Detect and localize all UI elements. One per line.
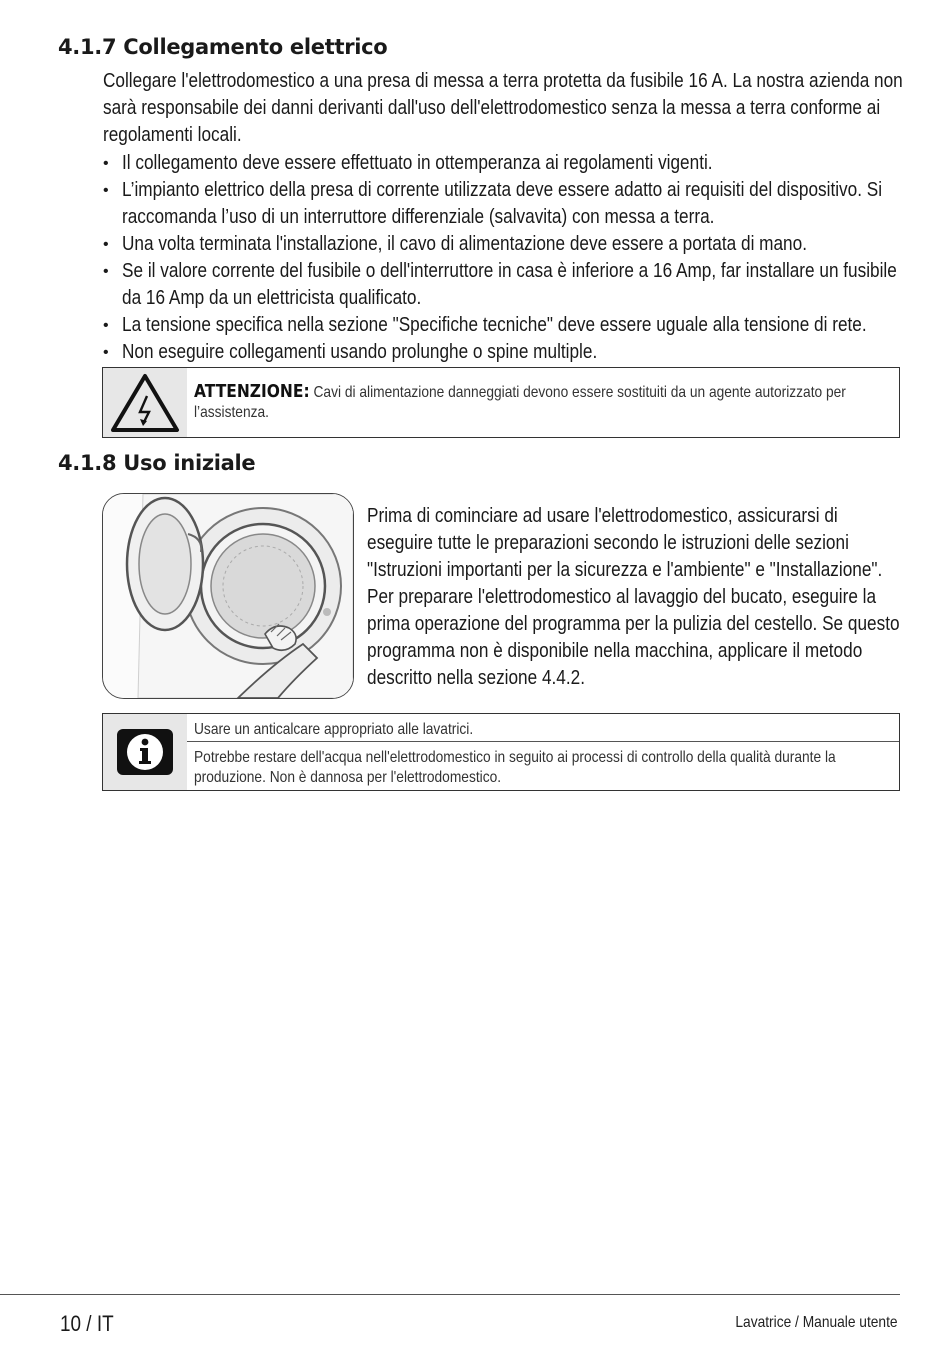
document-title-text: Lavatrice / Manuale utente bbox=[735, 1314, 898, 1331]
list-item bbox=[103, 312, 903, 339]
paragraph-line: Per preparare l'elettrodomestico al lavaggio del bucato, eseguire la bbox=[367, 586, 877, 608]
warning-text bbox=[194, 382, 894, 423]
paragraph-line: descritto nella sezione 4.4.2. bbox=[367, 667, 586, 689]
list-item bbox=[103, 258, 903, 312]
paragraph-line: eseguire tutte le preparazioni secondo le istruzioni delle sezioni bbox=[367, 532, 849, 554]
warning-line: l’assistenza. bbox=[194, 404, 269, 421]
page-number-text: 10 / IT bbox=[60, 1311, 114, 1336]
list-item-text: da 16 Amp da un elettricista qualificato. bbox=[122, 287, 422, 309]
section-title-initial-use: 4.1.8 Uso iniziale bbox=[58, 451, 256, 475]
paragraph-line: programma non è disponibile nella macchina, applicare il metodo bbox=[367, 640, 863, 662]
warning-message: Cavi di alimentazione danneggiati devono essere sostituiti da un agente autorizzato per bbox=[313, 384, 846, 401]
warning-label: ATTENZIONE: bbox=[194, 381, 310, 402]
washing-machine-drum-illustration bbox=[102, 493, 354, 699]
info-divider bbox=[187, 741, 899, 742]
list-item-text: • Non eseguire collegamenti usando prolunghe o spine multiple. bbox=[122, 341, 598, 363]
list-item bbox=[103, 231, 903, 258]
warning-line bbox=[194, 381, 846, 403]
info-icon bbox=[115, 727, 175, 777]
info-icon-cell bbox=[103, 714, 187, 790]
document-title bbox=[709, 1314, 898, 1332]
list-item-text: • Il collegamento deve essere effettuato in ottemperanza ai regolamenti vigenti. bbox=[122, 152, 713, 174]
list-item-text: • Se il valore corrente del fusibile o dell'interruttore in casa è inferiore a 16 Amp, far installare un fusibile bbox=[122, 260, 897, 282]
list-item-text: raccomanda l’uso di un interruttore differenziale (salvavita) con messa a terra. bbox=[122, 206, 715, 228]
warning-icon-cell bbox=[103, 368, 187, 437]
paragraph-line: "Istruzioni importanti per la sicurezza e l'ambiente" e "Installazione". bbox=[367, 559, 883, 581]
section-title-electrical-connection: 4.1.7 Collegamento elettrico bbox=[58, 35, 388, 59]
info-line: Usare un anticalcare appropriato alle lavatrici. bbox=[194, 721, 474, 738]
list-item-text: • Una volta terminata l'installazione, il cavo di alimentazione deve essere a portata di mano. bbox=[122, 233, 807, 255]
info-line: produzione. Non è dannosa per l'elettrodomestico. bbox=[194, 769, 502, 786]
list-item bbox=[103, 339, 903, 366]
intro-line: Collegare l'elettrodomestico a una presa di messa a terra protetta da fusibile 16 A. La nostra azienda non bbox=[103, 70, 903, 92]
info-box bbox=[102, 713, 900, 791]
info-note-residual-water bbox=[194, 748, 893, 788]
list-item bbox=[103, 177, 903, 231]
warning-box bbox=[102, 367, 900, 438]
paragraph-line: Prima di cominciare ad usare l'elettrodomestico, assicurarsi di bbox=[367, 505, 838, 527]
intro-line: sarà responsabile dei danni derivanti dall'uso dell'elettrodomestico senza la messa a terra conforme ai bbox=[103, 97, 881, 119]
footer-divider bbox=[0, 1294, 900, 1295]
page-number bbox=[60, 1311, 122, 1337]
electric-hazard-icon bbox=[109, 372, 181, 434]
intro-line: regolamenti locali. bbox=[103, 124, 242, 146]
list-item-text: • La tensione specifica nella sezione "Specifiche tecniche" deve essere uguale alla tensione di rete. bbox=[122, 314, 867, 336]
info-line: Potrebbe restare dell'acqua nell'elettrodomestico in seguito ai processi di controllo della qualità durante la bbox=[194, 749, 836, 766]
list-item-text: • L’impianto elettrico della presa di corrente utilizzata deve essere adatto ai requisiti del dispositivo. Si bbox=[122, 179, 883, 201]
requirements-list bbox=[103, 150, 903, 366]
initial-use-paragraph bbox=[367, 503, 907, 692]
info-note-descaler bbox=[194, 720, 893, 740]
list-item bbox=[103, 150, 903, 177]
intro-paragraph bbox=[103, 68, 903, 149]
paragraph-line: prima operazione del programma per la pulizia del cestello. Se questo bbox=[367, 613, 900, 635]
